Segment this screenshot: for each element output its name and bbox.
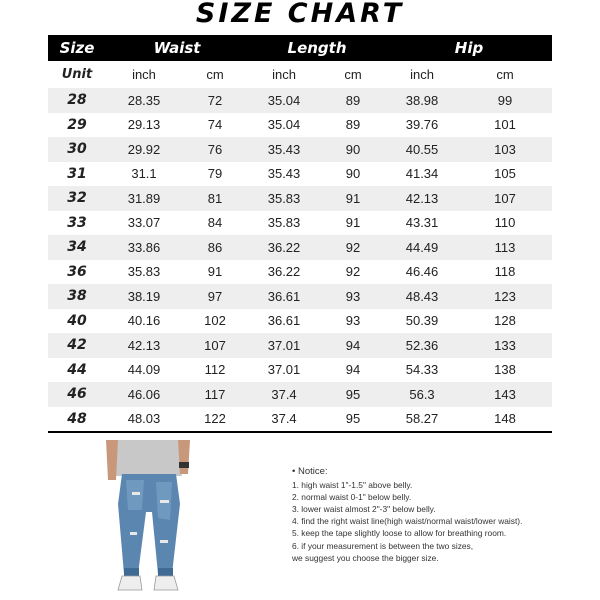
size-cell: 28 — [48, 88, 106, 113]
notice-line: 1. high waist 1"-1.5" above belly. — [292, 480, 413, 491]
value-cell: 102 — [182, 309, 248, 334]
unit-cell: inch — [386, 61, 458, 88]
value-cell: 107 — [458, 186, 552, 211]
value-cell: 35.83 — [248, 211, 320, 236]
unit-row — [48, 61, 552, 88]
value-cell: 28.35 — [106, 88, 182, 113]
size-cell: 40 — [48, 309, 106, 334]
rip-4 — [160, 540, 168, 543]
table-row — [48, 88, 552, 113]
value-cell: 43.31 — [386, 211, 458, 236]
value-cell: 37.4 — [248, 407, 320, 433]
table-row — [48, 358, 552, 383]
value-cell: 107 — [182, 333, 248, 358]
value-cell: 40.55 — [386, 137, 458, 162]
left-cuff — [124, 568, 139, 576]
unit-cell: inch — [248, 61, 320, 88]
size-cell: 31 — [48, 162, 106, 187]
value-cell: 118 — [458, 260, 552, 285]
value-cell: 94 — [320, 358, 386, 383]
header-waist: Waist — [106, 35, 248, 61]
value-cell: 50.39 — [386, 309, 458, 334]
value-cell: 133 — [458, 333, 552, 358]
value-cell: 84 — [182, 211, 248, 236]
value-cell: 93 — [320, 309, 386, 334]
value-cell: 35.04 — [248, 88, 320, 113]
table-row — [48, 162, 552, 187]
value-cell: 46.06 — [106, 382, 182, 407]
notice-line: 5. keep the tape slightly loose to allow for breathing room. — [292, 528, 507, 539]
value-cell: 89 — [320, 113, 386, 138]
notice-line: 3. lower waist almost 2"-3" below belly. — [292, 504, 436, 515]
value-cell: 35.43 — [248, 162, 320, 187]
value-cell: 37.01 — [248, 333, 320, 358]
value-cell: 42.13 — [106, 333, 182, 358]
value-cell: 33.86 — [106, 235, 182, 260]
value-cell: 148 — [458, 407, 552, 433]
rip-2 — [160, 500, 169, 503]
value-cell: 54.33 — [386, 358, 458, 383]
value-cell: 90 — [320, 162, 386, 187]
value-cell: 94 — [320, 333, 386, 358]
value-cell: 95 — [320, 382, 386, 407]
value-cell: 143 — [458, 382, 552, 407]
value-cell: 91 — [320, 211, 386, 236]
value-cell: 38.98 — [386, 88, 458, 113]
size-cell: 34 — [48, 235, 106, 260]
value-cell: 86 — [182, 235, 248, 260]
value-cell: 97 — [182, 284, 248, 309]
value-cell: 128 — [458, 309, 552, 334]
value-cell: 122 — [182, 407, 248, 433]
value-cell: 36.22 — [248, 235, 320, 260]
value-cell: 52.36 — [386, 333, 458, 358]
unit-cell: cm — [182, 61, 248, 88]
value-cell: 93 — [320, 284, 386, 309]
value-cell: 79 — [182, 162, 248, 187]
value-cell: 113 — [458, 235, 552, 260]
value-cell: 31.89 — [106, 186, 182, 211]
size-chart-table — [48, 35, 552, 433]
value-cell: 56.3 — [386, 382, 458, 407]
value-cell: 35.83 — [106, 260, 182, 285]
notice-box — [292, 466, 592, 564]
value-cell: 29.13 — [106, 113, 182, 138]
unit-cell: cm — [320, 61, 386, 88]
size-cell: 36 — [48, 260, 106, 285]
notice-line: 6. if your measurement is between the two sizes, — [292, 540, 474, 551]
value-cell: 110 — [458, 211, 552, 236]
size-cell: 33 — [48, 211, 106, 236]
value-cell: 48.03 — [106, 407, 182, 433]
value-cell: 103 — [458, 137, 552, 162]
header-size: Size — [48, 35, 106, 61]
value-cell: 101 — [458, 113, 552, 138]
value-cell: 105 — [458, 162, 552, 187]
value-cell: 46.46 — [386, 260, 458, 285]
value-cell: 44.09 — [106, 358, 182, 383]
header-length: Length — [248, 35, 386, 61]
size-cell: 29 — [48, 113, 106, 138]
value-cell: 117 — [182, 382, 248, 407]
table-row — [48, 407, 552, 433]
table-row — [48, 309, 552, 334]
right-cuff — [158, 568, 173, 576]
size-cell: 30 — [48, 137, 106, 162]
header-row — [48, 35, 552, 61]
size-cell: 44 — [48, 358, 106, 383]
rip-1 — [132, 492, 140, 495]
notice-line: we suggest you choose the bigger size. — [292, 552, 439, 563]
unit-cell: cm — [458, 61, 552, 88]
value-cell: 36.22 — [248, 260, 320, 285]
right-arm — [178, 440, 190, 474]
size-cell: 32 — [48, 186, 106, 211]
notice-line: 4. find the right waist line(high waist/normal waist/lower waist). — [292, 516, 523, 527]
value-cell: 95 — [320, 407, 386, 433]
size-chart-title: SIZE CHART — [195, 0, 405, 29]
table-row — [48, 284, 552, 309]
left-shoe — [118, 576, 142, 590]
unit-cell: inch — [106, 61, 182, 88]
value-cell: 37.4 — [248, 382, 320, 407]
table-row — [48, 186, 552, 211]
value-cell: 37.01 — [248, 358, 320, 383]
value-cell: 39.76 — [386, 113, 458, 138]
value-cell: 35.83 — [248, 186, 320, 211]
table-row — [48, 113, 552, 138]
value-cell: 72 — [182, 88, 248, 113]
value-cell: 31.1 — [106, 162, 182, 187]
value-cell: 74 — [182, 113, 248, 138]
size-cell: 48 — [48, 407, 106, 433]
table-row — [48, 137, 552, 162]
rip-3 — [130, 532, 137, 535]
value-cell: 92 — [320, 235, 386, 260]
size-cell: 46 — [48, 382, 106, 407]
value-cell: 48.43 — [386, 284, 458, 309]
value-cell: 36.61 — [248, 309, 320, 334]
value-cell: 92 — [320, 260, 386, 285]
notice-line: 2. normal waist 0-1" below belly. — [292, 492, 412, 503]
value-cell: 58.27 — [386, 407, 458, 433]
value-cell: 90 — [320, 137, 386, 162]
notice-heading: • Notice: — [292, 466, 328, 477]
value-cell: 35.43 — [248, 137, 320, 162]
value-cell: 112 — [182, 358, 248, 383]
value-cell: 38.19 — [106, 284, 182, 309]
value-cell: 40.16 — [106, 309, 182, 334]
value-cell: 36.61 — [248, 284, 320, 309]
value-cell: 29.92 — [106, 137, 182, 162]
table-row — [48, 382, 552, 407]
value-cell: 123 — [458, 284, 552, 309]
header-hip: Hip — [386, 35, 552, 61]
size-cell: 38 — [48, 284, 106, 309]
value-cell: 41.34 — [386, 162, 458, 187]
value-cell: 33.07 — [106, 211, 182, 236]
unit-label: Unit — [48, 61, 106, 88]
table-row — [48, 260, 552, 285]
table-row — [48, 333, 552, 358]
size-cell: 42 — [48, 333, 106, 358]
value-cell: 91 — [182, 260, 248, 285]
left-arm — [106, 440, 118, 480]
value-cell: 76 — [182, 137, 248, 162]
table-row — [48, 235, 552, 260]
right-shoe — [154, 576, 178, 590]
value-cell: 99 — [458, 88, 552, 113]
table-row — [48, 211, 552, 236]
value-cell: 35.04 — [248, 113, 320, 138]
value-cell: 81 — [182, 186, 248, 211]
value-cell: 44.49 — [386, 235, 458, 260]
value-cell: 42.13 — [386, 186, 458, 211]
model-photo — [96, 440, 200, 600]
size-rows — [48, 88, 552, 432]
shirt-shape — [114, 440, 182, 476]
value-cell: 138 — [458, 358, 552, 383]
value-cell: 91 — [320, 186, 386, 211]
value-cell: 89 — [320, 88, 386, 113]
wrist-watch — [179, 462, 189, 468]
